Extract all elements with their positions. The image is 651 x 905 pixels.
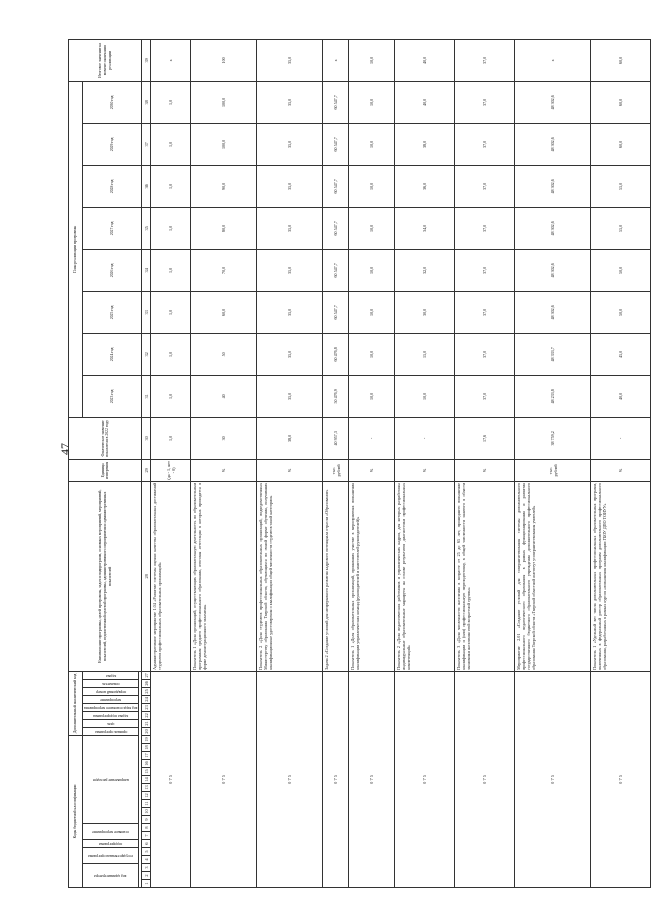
row-year-2028: 90,0 (191, 165, 257, 207)
col-number: 22 (142, 711, 151, 719)
table-row (395, 39, 455, 887)
row-name: Показатель 1 «Удельный вес числа дополнительных профессиональных образовательных программ, включенных в федеральный реестр образовательных программ дополнительного профессионального образования, разработанных в рамках курсов «повышения квалификации ГБОУ ДПО ТОИУУ» (591, 481, 651, 671)
row-year-2030: 48 302,6 (515, 81, 591, 123)
row-fact: 1,0 (151, 417, 191, 459)
row-year-2029: 35,0 (257, 123, 323, 165)
year-header-2029: 2029 год (83, 123, 142, 165)
rotated-table-container (68, 40, 624, 888)
unit-column-header: Единица измерения (69, 459, 142, 481)
col-number: 24 (142, 695, 151, 703)
col-number: 36 (142, 165, 151, 207)
row-final: 100 (191, 39, 257, 81)
row-year-2026: 50,0 (591, 249, 651, 291)
row-year-2029: 100,0 (191, 123, 257, 165)
column-number-row (142, 39, 151, 887)
row-year-2024: 35,0 (257, 333, 323, 375)
row-year-2029: 60 547,7 (323, 123, 349, 165)
row-year-2028: 1,0 (151, 165, 191, 207)
table-row (349, 39, 395, 887)
row-year-2028: 48 302,6 (515, 165, 591, 207)
row-year-2029: 60,0 (591, 123, 651, 165)
col-number: 38 (142, 81, 151, 123)
additional-code-header: Дополнительный аналитический код (69, 671, 83, 735)
col-number: 12 (142, 792, 151, 800)
row-unit: % (591, 459, 651, 481)
row-fact: - (395, 417, 455, 459)
col-number: 31 (142, 375, 151, 417)
row-year-2029: 38,0 (395, 123, 455, 165)
row-final: x (151, 39, 191, 81)
item-number-header: порядковый номер (83, 687, 139, 695)
row-year-2025: 35,0 (257, 291, 323, 333)
col-number: 11 (142, 800, 151, 808)
row-year-2027: 34,0 (395, 207, 455, 249)
row-name: Мероприятие 2.01 «Создание условий для совершенствования системы дополнительного профессионального педагогического образования в рамках функционирования и развития государственного бюджетного образовательного учреждения дополнительного профессионального образования Тверской области «Тверской областной институт усовершенствования учителей» (515, 481, 591, 671)
row-year-2026: 48 302,6 (515, 249, 591, 291)
row-unit: % (455, 459, 515, 481)
col-number: 33 (142, 291, 151, 333)
col-number: 20 (142, 727, 151, 735)
row-year-2026: 37,0 (455, 249, 515, 291)
col-number: 5 (142, 848, 151, 856)
row-name: Административное мероприятие 1.04 «Развитие системы оценки качества образовательных достижений студентов профессиональных образовательных организаций» (151, 481, 191, 671)
row-unit: % (395, 459, 455, 481)
row-fact: - (591, 417, 651, 459)
row-year-2028: 37,0 (455, 165, 515, 207)
main-event-header: основное мероприятие (83, 824, 139, 840)
row-final: 40,0 (395, 39, 455, 81)
year-header-2030: 2030 год (83, 81, 142, 123)
direction-header: направление расходов (83, 735, 139, 823)
row-year-2029: 10,0 (349, 123, 395, 165)
row-code: 0 7 5 (515, 671, 591, 887)
row-year-2025: 1,0 (151, 291, 191, 333)
row-year-2026: 32,0 (395, 249, 455, 291)
row-year-2030: 10,0 (349, 81, 395, 123)
row-code: 0 7 5 (455, 671, 515, 887)
table-row (515, 39, 591, 887)
row-code: 0 7 5 (349, 671, 395, 887)
col-number: 15 (142, 768, 151, 776)
row-year-2023: 48 233,8 (515, 375, 591, 417)
table-row (151, 39, 191, 887)
row-year-2024: 45,0 (591, 333, 651, 375)
row-year-2023: 10,0 (395, 375, 455, 417)
row-year-2028: 60 547,7 (323, 165, 349, 207)
row-year-2027: 60 547,7 (323, 207, 349, 249)
plan-group-header: План реализации программы (69, 81, 83, 417)
row-year-2025: 37,0 (455, 291, 515, 333)
program-indicators-table (68, 39, 651, 888)
table-row (191, 39, 257, 887)
row-unit: % (257, 459, 323, 481)
year-header-2027: 2027 год (83, 207, 142, 249)
event-header: мероприятие (83, 695, 139, 703)
header-row-top (69, 39, 83, 887)
col-number: 39 (142, 39, 151, 81)
row-year-2030: 60 547,7 (323, 81, 349, 123)
row-unit: тыс. рублей (323, 459, 349, 481)
col-number: 26 (142, 679, 151, 687)
col-number: 14 (142, 776, 151, 784)
row-year-2023: 37,0 (455, 375, 515, 417)
program-tag-header: признак программы (83, 727, 139, 735)
year-header-2024: 2024 год (83, 333, 142, 375)
row-year-2023: 50 476,9 (323, 375, 349, 417)
row-year-2025: 10,0 (349, 291, 395, 333)
col-number: 21 (142, 719, 151, 727)
col-number: 32 (142, 333, 151, 375)
row-name: Показатель 2 «Доля студентов профессиональных образовательных организаций, подведомственных Министерству образования Тверской области, обучающихся по очной форме обучения, получивших квалификационные удостоверения о квалификации общей численности студентов такой категории» (257, 481, 323, 671)
row-year-2024: 60 476,8 (323, 333, 349, 375)
col-number: 25 (142, 687, 151, 695)
col-number: 16 (142, 760, 151, 768)
row-code: 0 7 5 (257, 671, 323, 887)
col-number: 8 (142, 824, 151, 832)
table-row (591, 39, 651, 887)
row-year-2030: 1,0 (151, 81, 191, 123)
row-year-2030: 40,0 (395, 81, 455, 123)
col-number: 37 (142, 123, 151, 165)
col-number: 1 (142, 880, 151, 888)
row-year-2023: 10,0 (349, 375, 395, 417)
task-header: задача (83, 671, 139, 679)
goal-header: цель (83, 719, 139, 727)
row-year-2028: 55,0 (591, 165, 651, 207)
row-fact: 38 759,2 (515, 417, 591, 459)
row-code: 0 7 5 (191, 671, 257, 887)
row-year-2023: 1,0 (151, 375, 191, 417)
row-year-2025: 60 547,7 (323, 291, 349, 333)
col-number: 34 (142, 249, 151, 291)
row-fact: - (349, 417, 395, 459)
year-header-2026: 2026 год (83, 249, 142, 291)
row-year-2028: 36,0 (395, 165, 455, 207)
row-year-2028: 35,0 (257, 165, 323, 207)
row-final: 35,0 (257, 39, 323, 81)
row-year-2024: 37,0 (455, 333, 515, 375)
row-name: Показатель 1 «Доля образовательных организаций, принявших участие в мероприятиях повышения квалификации управленческих команд (руководителей и заместителей руководителей)» (349, 481, 395, 671)
row-fact: 30 (191, 417, 257, 459)
row-final: 60,0 (591, 39, 651, 81)
table-row (455, 39, 515, 887)
row-year-2027: 48 302,6 (515, 207, 591, 249)
fact-column-header: Фактическое значение показателя в 2022 году (69, 417, 142, 459)
row-year-2030: 60,0 (591, 81, 651, 123)
year-header-2023: 2023 год (83, 375, 142, 417)
row-year-2027: 1,0 (151, 207, 191, 249)
row-year-2023: 35,0 (257, 375, 323, 417)
year-header-2028: 2028 год (83, 165, 142, 207)
row-unit: тыс. рублей (515, 459, 591, 481)
row-unit: (да - 1, нет - 0) (151, 459, 191, 481)
row-name: Задача 2 «Создание условий для непрерывного развития кадрового потенциала отрасли «Образование» (323, 481, 349, 671)
main-event-kind-header: код вида основного мероприятия (83, 703, 139, 711)
indicator-header: показатель (83, 679, 139, 687)
row-year-2024: 50 (191, 333, 257, 375)
row-year-2027: 37,0 (455, 207, 515, 249)
row-code: 0 7 5 (151, 671, 191, 887)
col-number: 6 (142, 840, 151, 848)
admin-code-header: код администратора (83, 864, 139, 888)
row-year-2029: 48 302,6 (515, 123, 591, 165)
col-number: 30 (142, 417, 151, 459)
col-number: 35 (142, 207, 151, 249)
row-year-2023: 40,0 (591, 375, 651, 417)
row-unit: % (349, 459, 395, 481)
row-year-2027: 55,0 (591, 207, 651, 249)
state-program-header: государственная программа (83, 848, 139, 864)
col-number: 2 (142, 872, 151, 880)
row-year-2025: 60,0 (191, 291, 257, 333)
row-code: 0 7 5 (591, 671, 651, 887)
row-final: x (323, 39, 349, 81)
row-year-2026: 10,0 (349, 249, 395, 291)
row-code: 0 7 5 (395, 671, 455, 887)
row-year-2024: 10,0 (349, 333, 395, 375)
col-number: 27 (142, 671, 151, 679)
row-name: Показатель 2 «Доля педагогических работников и управленческих кадров, для которых разработаны индивидуальные образовательные маршруты на основе результатов диагностики профессиональных компетенций» (395, 481, 455, 671)
year-header-2025: 2025 год (83, 291, 142, 333)
row-fact: 40 957,3 (323, 417, 349, 459)
row-name: Показатель 1 «Доля организаций, осуществляющих образовательную деятельность по образовательным программам среднего профессионального образования, итоговая аттестация в которых проводится в форме демонстрационного экзамена» (191, 481, 257, 671)
row-year-2025: 48 302,6 (515, 291, 591, 333)
row-year-2025: 30,0 (395, 291, 455, 333)
page-number: 47 (58, 443, 72, 455)
row-year-2029: 37,0 (455, 123, 515, 165)
row-year-2029: 1,0 (151, 123, 191, 165)
row-year-2030: 35,0 (257, 81, 323, 123)
row-unit: % (191, 459, 257, 481)
row-fact: 38,0 (257, 417, 323, 459)
table-row (323, 39, 349, 887)
col-number: 23 (142, 703, 151, 711)
col-number: 13 (142, 784, 151, 792)
row-year-2026: 70,0 (191, 249, 257, 291)
col-number: 18 (142, 744, 151, 752)
row-year-2026: 60 547,7 (323, 249, 349, 291)
row-year-2024: 1,0 (151, 333, 191, 375)
row-code: 0 7 5 (323, 671, 349, 887)
row-year-2028: 10,0 (349, 165, 395, 207)
row-final: x (515, 39, 591, 81)
row-year-2027: 10,0 (349, 207, 395, 249)
row-final: 10,0 (349, 39, 395, 81)
row-final: 37,0 (455, 39, 515, 81)
row-year-2026: 1,0 (151, 249, 191, 291)
final-value-header: Итоговое значение на момент окончания реализации (69, 39, 142, 81)
col-number: 28 (142, 481, 151, 671)
row-name: Показатель 3 «Доля численности населения в возрасте от 25 до 65 лет, прошедшего повышение квалификации и (или) профессиональную переподготовку, в общей численности занятого в области экономики населения этой возрастной группы» (455, 481, 515, 671)
subprogram-header: подпрограмма (83, 840, 139, 848)
col-number: 4 (142, 856, 151, 864)
col-number: 17 (142, 752, 151, 760)
col-number: 19 (142, 735, 151, 743)
code-group-header: Коды бюджетной классификации (69, 735, 83, 887)
row-year-2030: 100,0 (191, 81, 257, 123)
name-column-header: Наименование программы, целей программы, задач и подпрограмм, основных мероприятий, мероприятий, показателей, ведомственной целевой программы, административного мероприятия и административных показателей (69, 481, 142, 671)
row-year-2027: 35,0 (257, 207, 323, 249)
table-row (257, 39, 323, 887)
col-number: 9 (142, 816, 151, 824)
row-year-2024: 48 333,7 (515, 333, 591, 375)
row-year-2026: 35,0 (257, 249, 323, 291)
row-year-2027: 80,0 (191, 207, 257, 249)
col-number: 10 (142, 808, 151, 816)
row-fact: 17,6 (455, 417, 515, 459)
program-table-sheet (68, 40, 624, 888)
row-year-2030: 37,0 (455, 81, 515, 123)
row-year-2024: 15,0 (395, 333, 455, 375)
row-year-2025: 50,0 (591, 291, 651, 333)
col-number: 7 (142, 832, 151, 840)
col-number: 3 (142, 864, 151, 872)
task-item-header: задача подпрограммы (83, 711, 139, 719)
row-year-2023: 40 (191, 375, 257, 417)
col-number: 29 (142, 459, 151, 481)
